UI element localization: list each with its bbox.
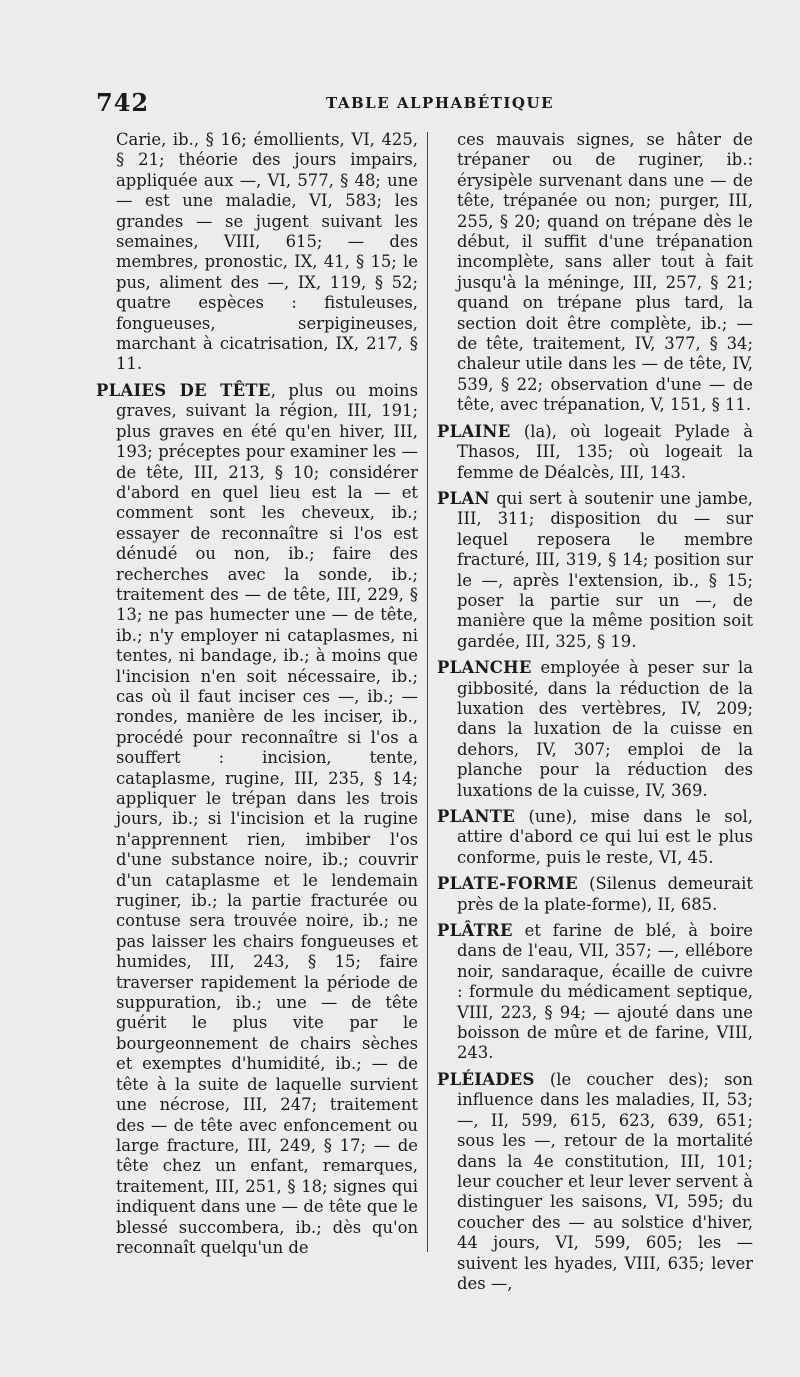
page-header xyxy=(96,88,756,116)
entry-text: (Silenus demeurait près de la plate-forme), II, 685. xyxy=(457,874,753,914)
left-column xyxy=(96,130,418,1264)
entry-headword: PLAIES DE TÊTE xyxy=(96,380,271,400)
index-entry-plaies-de-tete xyxy=(96,381,418,1258)
right-column xyxy=(437,130,753,1300)
entry-headword: PLANTE xyxy=(437,807,516,826)
entry-headword: PLAN xyxy=(437,488,490,508)
entry-text: , plus ou moins graves, suivant la région, III, 191; plus graves en été qu'en hiver, III, 193; préceptes pour examiner les — de tête, III, 213, § 10; considérer d'abord en quel lieu est la — et comment sont les cheveux, ib.; essayer de reconnaître si l'os est dénudé ou non, ib.; faire des recherches avec la sonde, ib.; traitement des — de tête, III, 229, § 13; ne pas humecter une — de tête, ib.; n'y employer ni cataplasmes, ni tentes, ni bandage, ib.; à moins que l'incision n'en soit nécessaire, ib.; cas où il faut inciser ces —, ib.; — rondes, manière de les inciser, ib., procédé pour reconnaître si l'os a souffert : incision, tente, cataplasme, rugine, III, 235, § 14; appliquer le trépan dans les trois jours, ib.; si l'incision et la rugine n'apprennent rien, imbiber l'os d'une substance noire, ib.; couvrir d'un cataplasme et le lendemain ruginer, ib.; la partie fracturée ou contuse sera trouvée noire, ib.; ne pas laisser les chairs fongueuses et humides, III, 243, § 15; faire traverser rapidement la période de suppuration, ib.; une — de tête guérit le plus vite par le bourgeonnement de chairs sèches et exemptes d'humidité, ib.; — de tête à la suite de laquelle survient une nécrose, III, 247; traitement des — de tête avec enfoncement ou large fracture, III, 249, § 17; — de tête chez un enfant, remarques, traitement, III, 251, § 18; signes qui indiquent dans une — de tête que le blessé succombera, ib.; dès qu'on reconnaît quelqu'un de xyxy=(116,380,419,1257)
running-title: TABLE ALPHABÉTIQUE xyxy=(326,94,555,112)
entry-text: (une), mise dans le sol, attire d'abord ce qui lui est le plus conforme, puis le reste, VI, 45. xyxy=(457,807,753,867)
entry-text: employée à peser sur la gibbosité, dans la réduction de la luxation des vertèbres, IV, 209; dans la luxation de la cuisse en dehors, IV, 307; emploi de la planche pour la réduction des luxations de la cuisse, IV, 369. xyxy=(457,658,753,800)
index-entry-plate-forme xyxy=(437,874,753,915)
entry-text: ces mauvais signes, se hâter de trépaner ou de ruginer, ib.: érysipèle survenant dans une — de tête, trépanée ou non; purger, III, 255, § 20; quand on trépane dès le début, il suffit d'une trépanation incomplète, sans aller tout à fait jusqu'à la méninge, III, 257, § 21; quand on trépane plus tard, la section doit être complète, ib.; — de tête, traitement, IV, 377, § 34; chaleur utile dans les — de tête, IV, 539, § 22; observation d'une — de tête, avec trépanation, V, 151, § 11. xyxy=(457,130,753,415)
page-number: 742 xyxy=(96,88,150,117)
entry-headword: PLÂTRE xyxy=(437,921,513,941)
index-entry-plaies-cont xyxy=(437,130,753,416)
entry-text: (le coucher des); son influence dans les maladies, II, 53; —, II, 599, 615, 623, 639, 651; sous les —, retour de la mortalité dans la 4e constitution, III, 101; leur coucher et leur lever servent à distinguer les saisons, VI, 595; du coucher des — au solstice d'hiver, 44 jours, VI, 599, 605; les — suivent les hyades, VIII, 635; lever des —, xyxy=(457,1069,753,1293)
index-entry-plan xyxy=(437,489,753,652)
entry-headword: PLATE-FORME xyxy=(437,874,578,894)
entry-text: qui sert à soutenir une jambe, III, 311; disposition du — sur lequel reposera le membre fracturé, III, 319, § 14; position sur le —, après l'extension, ib., § 15; poser la partie sur un —, de manière que la même position soit gardée, III, 325, § 19. xyxy=(457,488,753,651)
index-entry-plante xyxy=(437,807,753,868)
index-entry-carie-cont xyxy=(96,130,418,375)
index-entry-platre xyxy=(437,921,753,1064)
index-entry-plaine xyxy=(437,422,753,483)
entry-headword: PLAINE xyxy=(437,421,511,441)
column-divider xyxy=(427,132,428,1252)
index-entry-planche xyxy=(437,658,753,801)
entry-text: Carie, ib., § 16; émollients, VI, 425, § 21; théorie des jours impairs, appliquée aux —, VI, 577, § 48; une — est une maladie, VI, 583; les grandes — se jugent suivant les semaines, VIII, 615; — des membres, pronostic, IX, 41, § 15; le pus, aliment des —, IX, 119, § 52; quatre espèces : fistuleuses, fongueuses, serpigineuses, marchant à cicatrisation, IX, 217, § 11. xyxy=(116,130,418,374)
entry-text: (la), où logeait Pylade à Thasos, III, 135; où logeait la femme de Déalcès, III, 143. xyxy=(457,421,753,482)
index-entry-pleiades xyxy=(437,1070,753,1294)
entry-text: et farine de blé, à boire dans de l'eau, VII, 357; —, ellébore noir, sandaraque, écaille de cuivre : formule du médicament septique, VIII, 223, § 94; — ajouté dans une boisson de mûre et de farine, VIII, 243. xyxy=(457,921,753,1063)
entry-headword: PLANCHE xyxy=(437,658,532,678)
entry-headword: PLÉIADES xyxy=(437,1069,535,1089)
